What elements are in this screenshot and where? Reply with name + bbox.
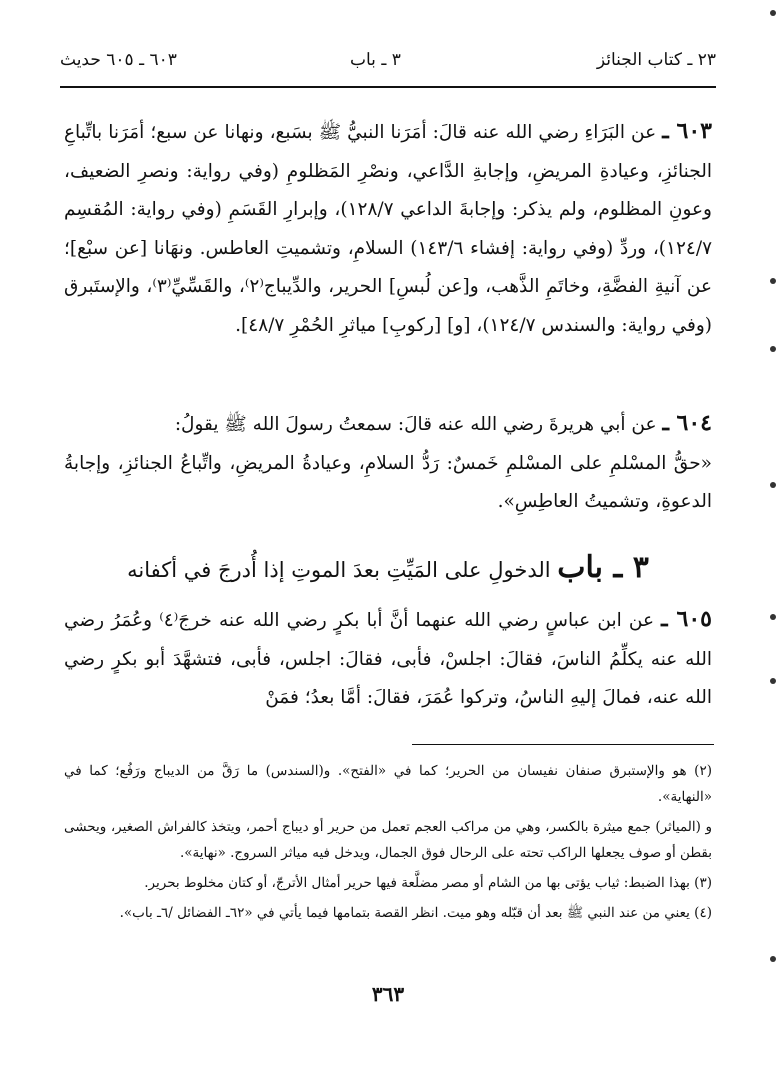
hadith-604 <box>64 404 712 522</box>
scan-edge-mark <box>770 614 776 620</box>
header-chapter: ٣ ـ باب <box>350 50 401 70</box>
scan-edge-mark <box>770 278 776 284</box>
hadith-605 <box>64 600 712 718</box>
scan-edge-mark <box>770 10 776 16</box>
footnote-2: (٢) هو والإستبرق صنفان نفيسان من الحرير؛ كما في «الفتح». و(السندس) ما رَقَّ من الديباج ورَفُع؛ كما في «النهاية». <box>64 763 712 805</box>
header-hadith-range: ٦٠٣ ـ ٦٠٥ حديث <box>60 50 177 70</box>
scan-edge-mark <box>770 346 776 352</box>
hadith-intro: عن أبي هريرةَ رضي الله عنه قالَ: سمعتُ رسولَ الله ﷺ يقولُ: <box>174 414 657 435</box>
chapter-heading <box>64 548 712 590</box>
chapter-label: ٣ ـ باب <box>557 550 649 585</box>
hadith-quote: «حقُّ المسْلمِ على المسْلمِ خَمسٌ: رَدُّ السلامِ، وعيادةُ المريضِ، واتِّباعُ الجنائزِ، وإجابةُ الدعوةِ، وتشميتُ العاطِسِ». <box>64 452 712 512</box>
footnote-2-continued: و (المياثر) جمع ميثرة بالكسر، وهي من مراكب العجم تعمل من حرير أو ديباج أحمر، ويتخذ كالفراش الصغير، ويحشى بقطن أو صوف يجعلها الراكب تحته على الرحال فوق الجمال، ويدخل فيه مياثر السروج. «نهاية». <box>64 819 712 861</box>
footnote-3: (٣) بهذا الضبط: ثياب يؤتى بها من الشام أو مصر مضلَّعة فيها حرير أمثال الأترجّ، أو كتان مخلوط بحرير. <box>144 875 712 891</box>
chapter-title: الدخولِ على المَيِّتِ بعدَ الموتِ إذا أُدرجَ في أكفانه <box>127 558 551 582</box>
scan-edge-mark <box>770 482 776 488</box>
hadith-number: ٦٠٥ ـ <box>661 606 712 632</box>
running-header <box>60 42 716 76</box>
footnotes <box>64 758 712 930</box>
footnote-4: (٤) يعني من عند النبي ﷺ بعد أن قبّله وهو ميت. انظر القصة بتمامها فيما يأتي في «٦٢ـ الفضائل /٦ـ باب». <box>119 905 712 921</box>
page-number: ٣٦٣ <box>371 982 405 1006</box>
hadith-603 <box>64 112 712 345</box>
header-divider <box>60 86 716 88</box>
hadith-number: ٦٠٤ ـ <box>662 410 712 436</box>
hadith-text: عن ابن عباسٍ رضي الله عنهما أنَّ أبا بكرٍ رضي الله عنه خرجَ⁽٤⁾ وعُمَرُ رضي الله عنه يكلِّمُ الناسَ، فقالَ: اجلسْ، فأبى، فقالَ: اجلس، فأبى، فتشهَّدَ أبو بكرٍ رضي الله عنه، فمالَ إليهِ الناسُ، وتركوا عُمَرَ، فقالَ: أمَّا بعدُ؛ فمَنْ <box>64 610 712 708</box>
header-book-title: ٢٣ ـ كتاب الجنائز <box>596 50 716 70</box>
hadith-text: عن البَرَاءِ رضي الله عنه قالَ: أمَرَنا النبيُّ ﷺ بسَبع، ونهانا عن سبع؛ أمَرَنا باتِّباعِ الجنائزِ، وعيادةِ المريضِ، وإجابةِ الدَّاعي، ونصْرِ المَظلومِ (وفي رواية: ونصرِ الضعيف، وعونِ المظلوم، ولم يذكر: وإجابةَ الداعي ١٢٨/٧)، وإبرارِ القَسَمِ (وفي رواية: المُقسِم ١٢٤/٧)، وردِّ (وفي رواية: إفشاء ١٤٣/٦) السلامِ، وتشميتِ العاطس. ونهَانا [عن سبْع]؛ عن آنيةِ الفضَّةِ، وخاتَمِ الذَّهب، و[عن لُبسِ] الحرير، والدِّيباج⁽٢⁾، والقَسِّيِّ⁽٣⁾، والإستَبرق (وفي رواية: والسندس ١٢٤/٧)، [و] [ركوبِ] مياثرِ الحُمْرِ ٤٨/٧]. <box>64 122 713 336</box>
hadith-number: ٦٠٣ ـ <box>662 118 712 144</box>
footnote-divider <box>412 744 714 745</box>
scan-edge-mark <box>770 678 776 684</box>
scan-edge-mark <box>770 956 776 962</box>
